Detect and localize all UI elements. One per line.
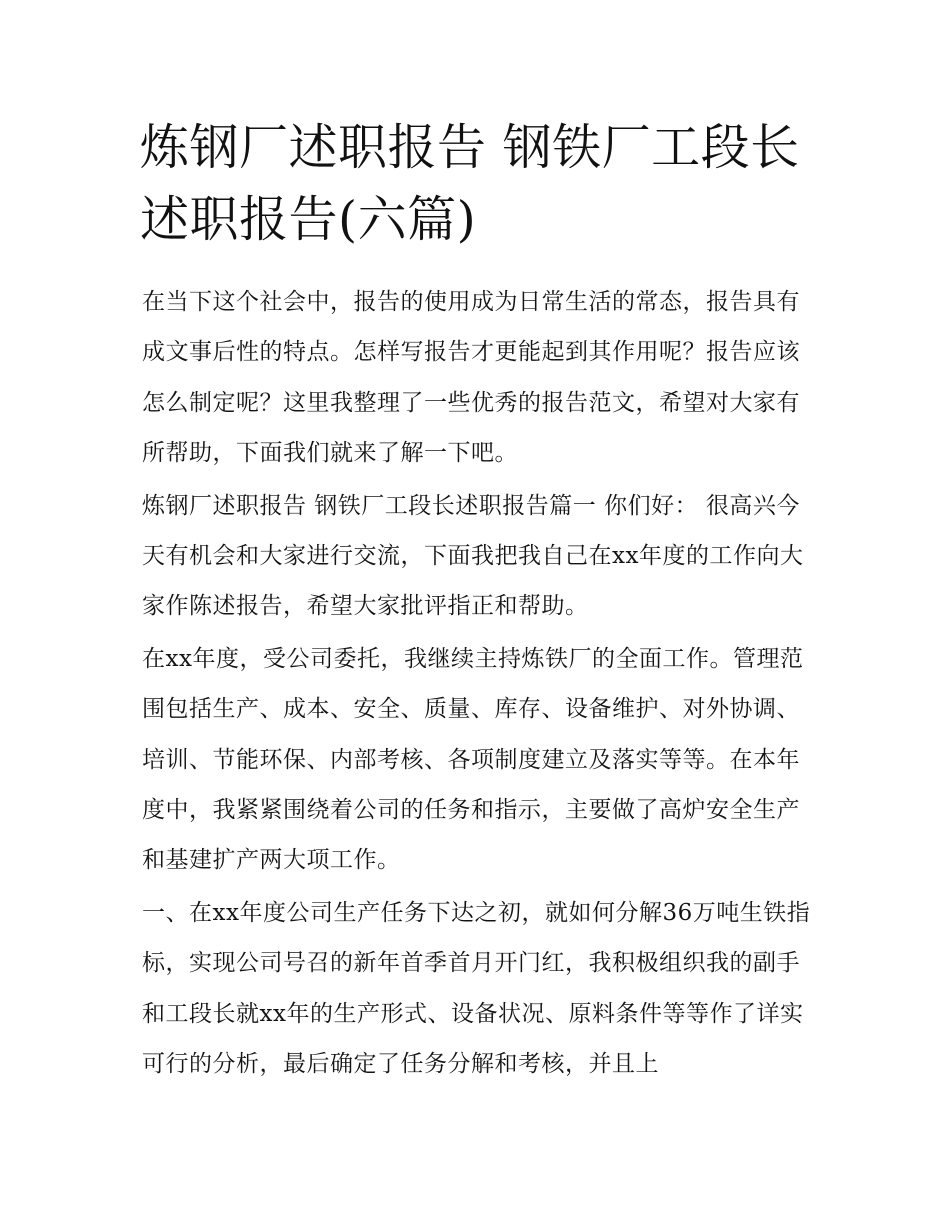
paragraph-scope: 在xx年度，受公司委托，我继续主持炼铁厂的全面工作。管理范围包括生产、成本、安全、质量、库存、设备维护、对外协调、培训、节能环保、内部考核、各项制度建立及落实等等。在本年度中，我紧紧围绕着公司的任务和指示，主要做了高炉安全生产和基建扩产两大项工作。	[142, 645, 804, 874]
document-body	[142, 277, 822, 1092]
paragraph-greeting: 炼钢厂述职报告 钢铁厂工段长述职报告篇一 你们好： 很高兴今天有机会和大家进行交流，下面我把我自己在xx年度的工作向大家作陈述报告，希望大家批评指正和帮助。	[142, 492, 804, 620]
document-title: 炼钢厂述职报告 钢铁厂工段长述职报告(六篇)	[140, 119, 800, 248]
paragraph-section-one: 一、在xx年度公司生产任务下达之初，就如何分解36万吨生铁指标，实现公司号召的新年首季首月开门红，我积极组织我的副手和工段长就xx年的生产形式、设备状况、原料条件等等作了详实可行的分析，最后确定了任务分解和考核，并且上	[142, 899, 811, 1078]
paragraph-intro: 在当下这个社会中，报告的使用成为日常生活的常态，报告具有成文事后性的特点。怎样写报告才更能起到其作用呢？报告应该怎么制定呢？这里我整理了一些优秀的报告范文，希望对大家有所帮助，下面我们就来了解一下吧。	[142, 289, 800, 467]
